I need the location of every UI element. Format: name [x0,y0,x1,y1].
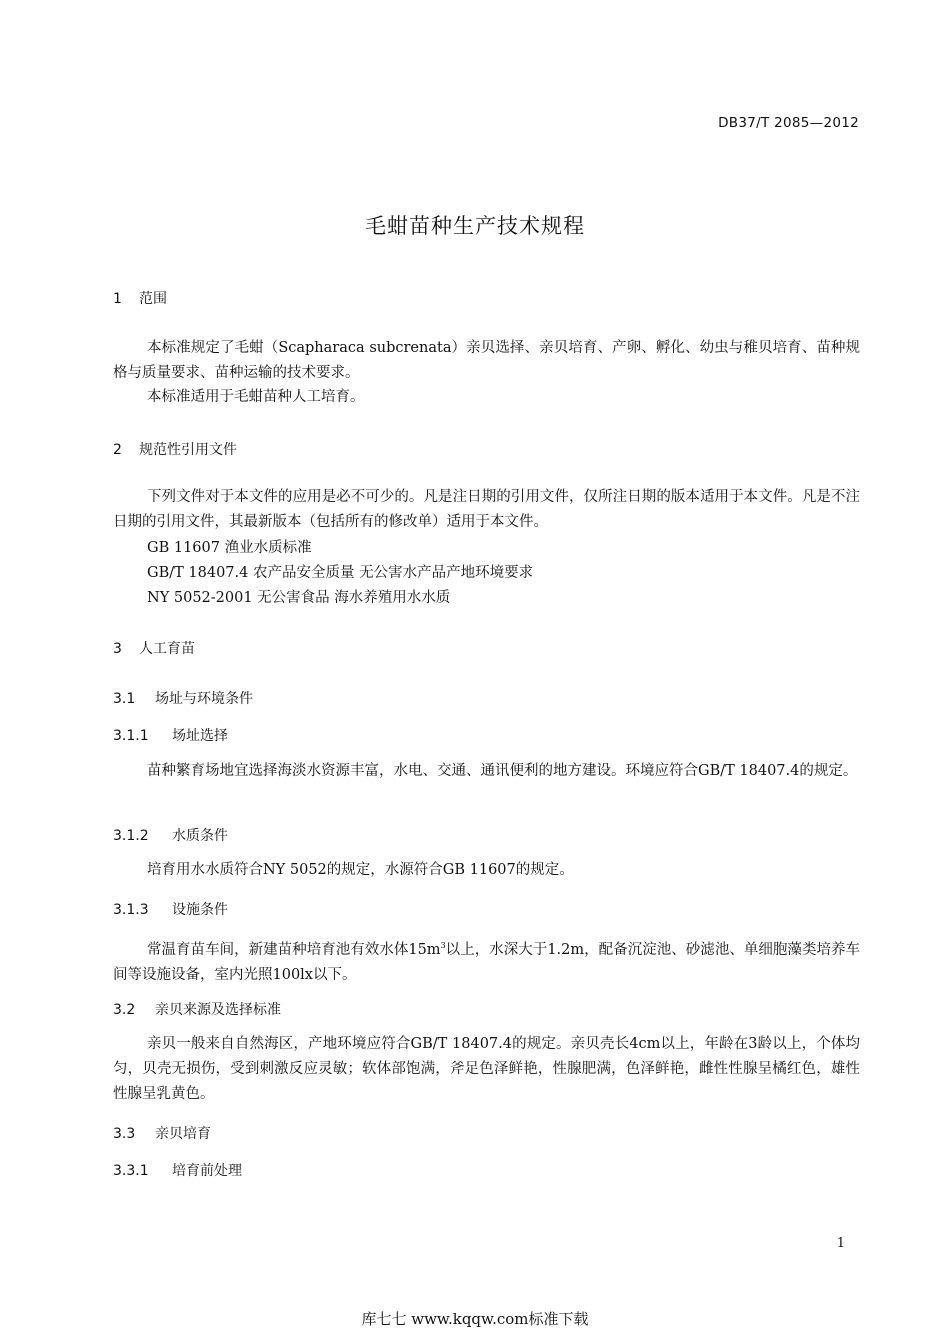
section-number: 3.3.1 [113,1163,149,1179]
standard-code: DB37/T 2085—2012 [718,115,859,131]
footer-watermark: 库七七 www.kqqw.com标准下载 [361,1310,589,1328]
section-3-2-heading [113,999,281,1019]
document-title: 毛蚶苗种生产技术规程 [365,214,585,238]
section-title: 范围 [139,291,167,307]
section-number: 2 [113,442,122,458]
paragraph: 本标准适用于毛蚶苗种人工培育。 [147,389,365,405]
paragraph-text: 以上，水深大于1.2m，配备沉淀池、砂滤池、单细胞藻类培养车间等设施设备，室内光照100lx以下。 [113,942,860,983]
reference-item: NY 5052-2001 无公害食品 海水养殖用水水质 [147,590,451,606]
section-number: 3.1 [113,691,136,707]
section-number: 3.3 [113,1126,136,1142]
section-2-heading [113,439,237,459]
section-3-1-heading [113,688,253,708]
section-1-heading [113,288,167,308]
paragraph: 亲贝一般来自自然海区，产地环境应符合GB/T 18407.4的规定。亲贝壳长4cm以上，年龄在3龄以上，个体均匀，贝壳无损伤，受到刺激反应灵敏；软体部饱满，斧足色泽鲜艳，性腺肥满，色泽鲜艳，雌性性腺呈橘红色，雄性性腺呈乳黄色。 [113,1036,860,1102]
paragraph: 培育用水水质符合NY 5052的规定，水源符合GB 11607的规定。 [147,862,574,878]
section-title: 场址选择 [172,728,228,744]
section-3-3-1-heading [113,1160,242,1180]
section-number: 1 [113,291,122,307]
section-title: 水质条件 [172,828,228,844]
section-title: 人工育苗 [139,641,195,657]
paragraph-text: 常温育苗车间，新建苗种培育池有效水体15m [147,942,441,958]
paragraph [113,933,860,988]
section-number: 3.1.2 [113,828,149,844]
reference-item: GB/T 18407.4 农产品安全质量 无公害水产品产地环境要求 [147,565,534,581]
reference-item: GB 11607 渔业水质标准 [147,540,312,556]
section-title: 规范性引用文件 [139,442,237,458]
section-title: 场址与环境条件 [155,691,253,707]
paragraph: 苗种繁育场地宜选择海淡水资源丰富，水电、交通、通讯便利的地方建设。环境应符合GB/T 18407.4的规定。 [147,763,858,779]
paragraph: 本标准规定了毛蚶（Scapharaca subcrenata）亲贝选择、亲贝培育、产卵、孵化、幼虫与稚贝培育、苗种规格与质量要求、苗种运输的技术要求。 [113,340,860,381]
page-number: 1 [836,1236,845,1251]
paragraph: 下列文件对于本文件的应用是必不可少的。凡是注日期的引用文件，仅所注日期的版本适用于本文件。凡是不注日期的引用文件，其最新版本（包括所有的修改单）适用于本文件。 [113,489,860,530]
section-title: 亲贝来源及选择标准 [155,1002,281,1018]
section-number: 3.2 [113,1002,136,1018]
section-number: 3.1.3 [113,902,149,918]
section-3-heading [113,638,195,658]
section-3-1-2-heading [113,825,228,845]
section-title: 亲贝培育 [155,1126,211,1142]
section-number: 3.1.1 [113,728,149,744]
section-3-1-3-heading [113,899,228,919]
section-3-3-heading [113,1123,211,1143]
section-3-1-1-heading [113,725,228,745]
section-title: 培育前处理 [172,1163,242,1179]
section-title: 设施条件 [172,902,228,918]
section-number: 3 [113,641,122,657]
superscript: 3 [440,941,446,950]
